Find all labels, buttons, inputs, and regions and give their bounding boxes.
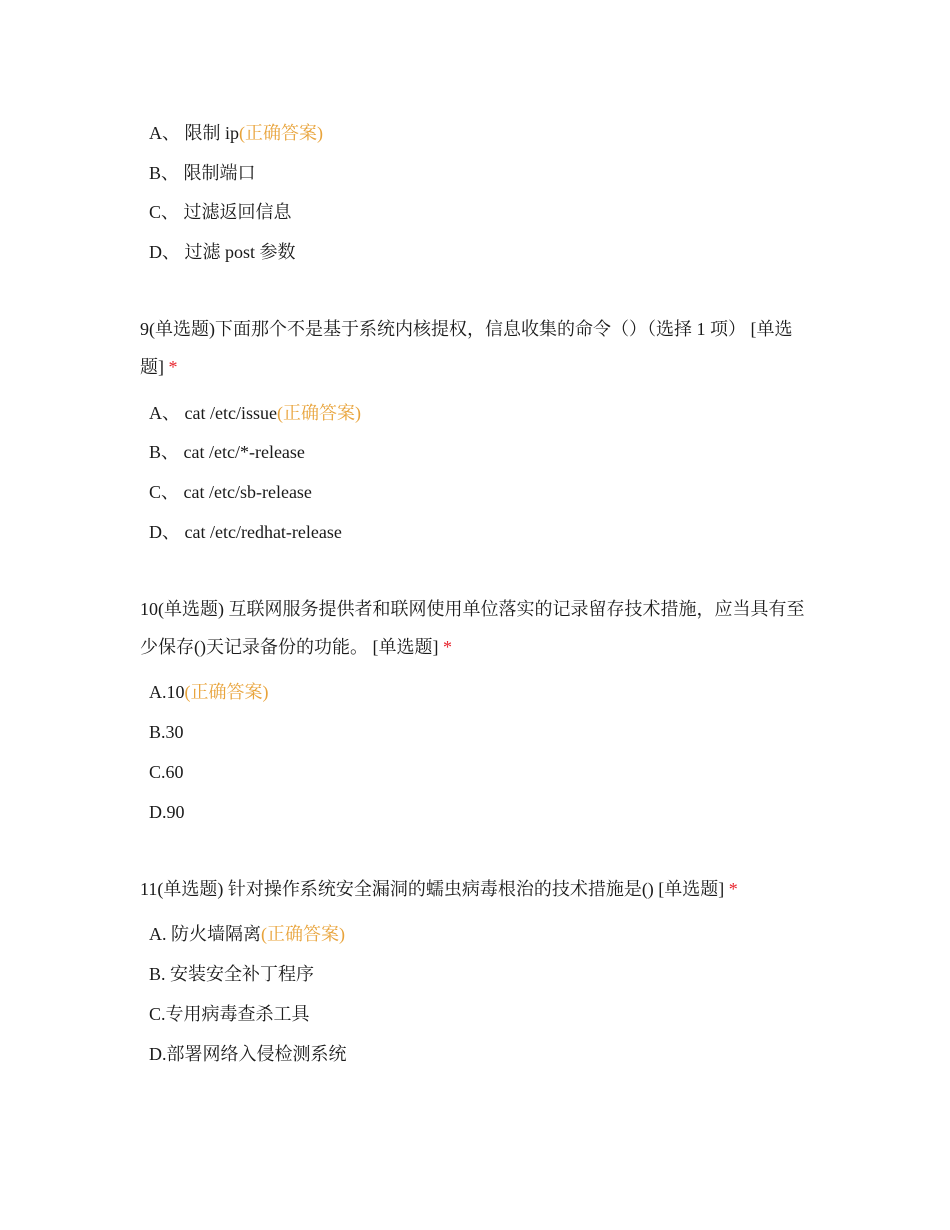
question-11-title: 11(单选题) 针对操作系统安全漏洞的蠕虫病毒根治的技术措施是() [单选题] *	[140, 879, 738, 899]
question-10-title: 10(单选题) 互联网服务提供者和联网使用单位落实的记录留存技术措施，应当具有至少保存()天记录备份的功能。 [单选题] *	[140, 599, 805, 657]
correct-answer-mark: (正确答案)	[239, 123, 323, 143]
option-b: B、 cat /etc/*-release	[149, 442, 305, 462]
option-a: A、 限制 ip(正确答案)	[149, 123, 323, 143]
option-a: A. 防火墙隔离(正确答案)	[149, 924, 345, 944]
correct-answer-mark: (正确答案)	[276, 403, 361, 423]
correct-answer-mark: (正确答案)	[261, 924, 345, 944]
option-c: C、 过滤返回信息	[149, 202, 292, 222]
option-b: B.30	[149, 722, 184, 742]
required-star: *	[168, 357, 178, 377]
option-d: D、 过滤 post 参数	[149, 242, 296, 262]
option-d: D.部署网络入侵检测系统	[149, 1044, 347, 1064]
question-9-title: 9(单选题)下面那个不是基于系统内核提权，信息收集的命令（）（选择 1 项） [单选题] *	[140, 319, 793, 377]
option-d: D、 cat /etc/redhat-release	[149, 522, 342, 542]
option-b: B、 限制端口	[149, 163, 256, 183]
option-b: B. 安装安全补丁程序	[149, 964, 315, 984]
correct-answer-mark: (正确答案)	[184, 682, 269, 702]
required-star: *	[728, 879, 738, 899]
option-a: A、 cat /etc/issue(正确答案)	[149, 403, 361, 423]
option-a: A.10(正确答案)	[149, 682, 269, 702]
option-c: C、 cat /etc/sb-release	[149, 482, 312, 502]
required-star: *	[442, 637, 452, 657]
option-c: C.60	[149, 762, 184, 782]
option-c: C.专用病毒查杀工具	[149, 1004, 310, 1024]
option-d: D.90	[149, 802, 185, 822]
